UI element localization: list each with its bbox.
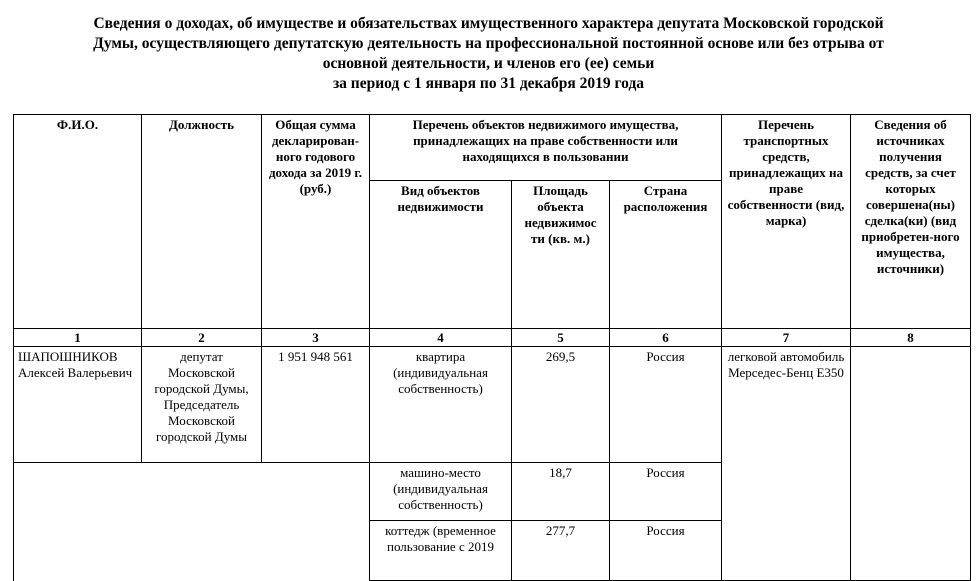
property-area: 269,5 xyxy=(512,347,610,463)
title-line-4: за период с 1 января по 31 декабря 2019 года xyxy=(332,75,645,92)
column-number: 2 xyxy=(142,329,262,347)
column-number: 7 xyxy=(722,329,851,347)
person-sources xyxy=(851,347,971,581)
person-given-names: Алексей Валерьевич xyxy=(18,365,133,380)
person-income: 1 951 948 561 xyxy=(262,347,370,463)
person-surname: ШАПОШНИКОВ xyxy=(18,349,118,364)
header-realty-type: Вид объектов недвижимости xyxy=(370,181,512,329)
header-area: Площадь объекта недвижимос ти (кв. м.) xyxy=(512,181,610,329)
property-area: 18,7 xyxy=(512,463,610,521)
person-name-cell xyxy=(14,347,142,463)
header-sources: Сведения об источниках получения средств, за счет которых совершена(ны) сделка(ки) (вид приобретен-ного имущества, источники) xyxy=(851,115,971,329)
column-number: 1 xyxy=(14,329,142,347)
person-position: депутат Московской городской Думы, Председатель Московской городской Думы xyxy=(142,347,262,463)
property-country: Россия xyxy=(610,347,722,463)
property-country: Россия xyxy=(610,463,722,521)
column-number: 6 xyxy=(610,329,722,347)
column-number: 5 xyxy=(512,329,610,347)
title-line-1: Сведения о доходах, об имуществе и обязательствах имущественного характера депутата Московской городской xyxy=(93,15,884,32)
empty-cell xyxy=(14,463,370,581)
column-number-row xyxy=(14,329,971,347)
header-vehicles: Перечень транспортных средств, принадлежащих на праве собственности (вид, марка) xyxy=(722,115,851,329)
table-row xyxy=(14,347,971,463)
declaration-table xyxy=(13,114,971,581)
column-number: 8 xyxy=(851,329,971,347)
property-country: Россия xyxy=(610,521,722,581)
property-type: машино-место (индивидуальная собственность) xyxy=(370,463,512,521)
title-line-2: Думы, осуществляющего депутатскую деятельность на профессиональной постоянной основе или без отрыва от xyxy=(93,35,884,52)
header-position: Должность xyxy=(142,115,262,329)
document-title xyxy=(0,14,977,94)
header-fio: Ф.И.О. xyxy=(14,115,142,329)
column-number: 3 xyxy=(262,329,370,347)
header-income: Общая сумма декларирован-ного годового дохода за 2019 г. (руб.) xyxy=(262,115,370,329)
header-row-1 xyxy=(14,115,971,181)
property-type: квартира (индивидуальная собственность) xyxy=(370,347,512,463)
header-realty-group: Перечень объектов недвижимого имущества, принадлежащих на праве собственности или находящихся в пользовании xyxy=(370,115,722,181)
property-area: 277,7 xyxy=(512,521,610,581)
title-line-3: основной деятельности, и членов его (ее) семьи xyxy=(322,55,655,72)
property-type: коттедж (временное пользование с 2019 xyxy=(370,521,512,581)
header-country: Страна расположения xyxy=(610,181,722,329)
column-number: 4 xyxy=(370,329,512,347)
person-vehicle: легковой автомобиль Мерседес-Бенц E350 xyxy=(722,347,851,581)
